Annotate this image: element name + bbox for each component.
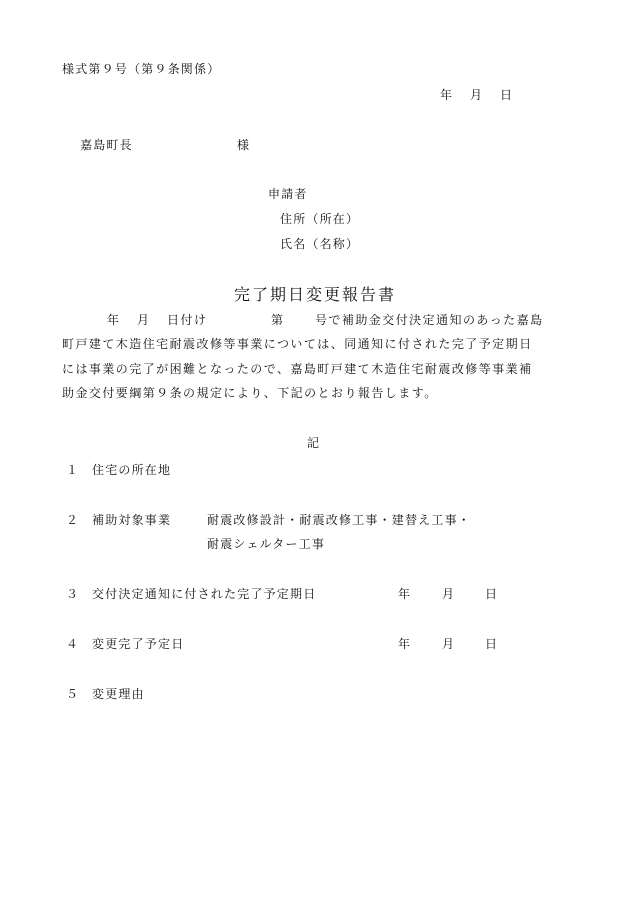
line1-dai: 第 (271, 313, 285, 327)
item-2-value-line2: 耐震シェルター工事 (207, 537, 326, 551)
applicant-name: 氏名（名称） (280, 237, 360, 251)
date-month: 月 (470, 88, 484, 102)
item-3-month: 月 (442, 587, 456, 601)
line1-nen: 年 (107, 313, 121, 327)
item-2-value-line1: 耐震改修設計・耐震改修工事・建替え工事・ (207, 513, 472, 527)
item-4-day: 日 (485, 637, 499, 651)
date-year: 年 (440, 88, 454, 102)
item-4-num: ４ (66, 637, 80, 651)
item-3-label: 交付決定通知に付された完了予定期日 (92, 587, 317, 601)
item-3-day: 日 (485, 587, 499, 601)
item-3-year: 年 (398, 587, 412, 601)
ki-label: 記 (307, 436, 321, 450)
item-2-label: 補助対象事業 (92, 513, 172, 527)
item-1-label: 住宅の所在地 (92, 463, 172, 477)
applicant-label: 申請者 (268, 187, 308, 201)
body-line-3: には事業の完了が困難となったので、嘉島町戸建て木造住宅耐震改修等事業補 (62, 362, 533, 376)
item-4-label: 変更完了予定日 (92, 637, 185, 651)
item-2-num: ２ (66, 513, 80, 527)
addressee-sama: 様 (237, 138, 251, 152)
item-3-num: ３ (66, 587, 80, 601)
line1-rest: 号で補助金交付決定通知のあった嘉島 (315, 313, 544, 327)
applicant-address: 住所（所在） (280, 212, 360, 226)
item-5-label: 変更理由 (92, 687, 145, 701)
form-number: 様式第９号（第９条関係） (62, 62, 221, 76)
document-title: 完了期日変更報告書 (234, 285, 397, 304)
body-line-4: 助金交付要綱第９条の規定により、下記のとおり報告します。 (62, 386, 438, 400)
item-4-year: 年 (398, 637, 412, 651)
item-1-num: １ (66, 463, 80, 477)
addressee-name: 嘉島町長 (80, 138, 133, 152)
line1-tsuki: 月 (137, 313, 151, 327)
item-4-month: 月 (442, 637, 456, 651)
item-5-num: ５ (66, 687, 80, 701)
date-day: 日 (500, 88, 514, 102)
body-line-2: 町戸建て木造住宅耐震改修等事業については、同通知に付された完了予定期日 (62, 337, 533, 351)
line1-hizuke: 日付け (167, 313, 208, 327)
